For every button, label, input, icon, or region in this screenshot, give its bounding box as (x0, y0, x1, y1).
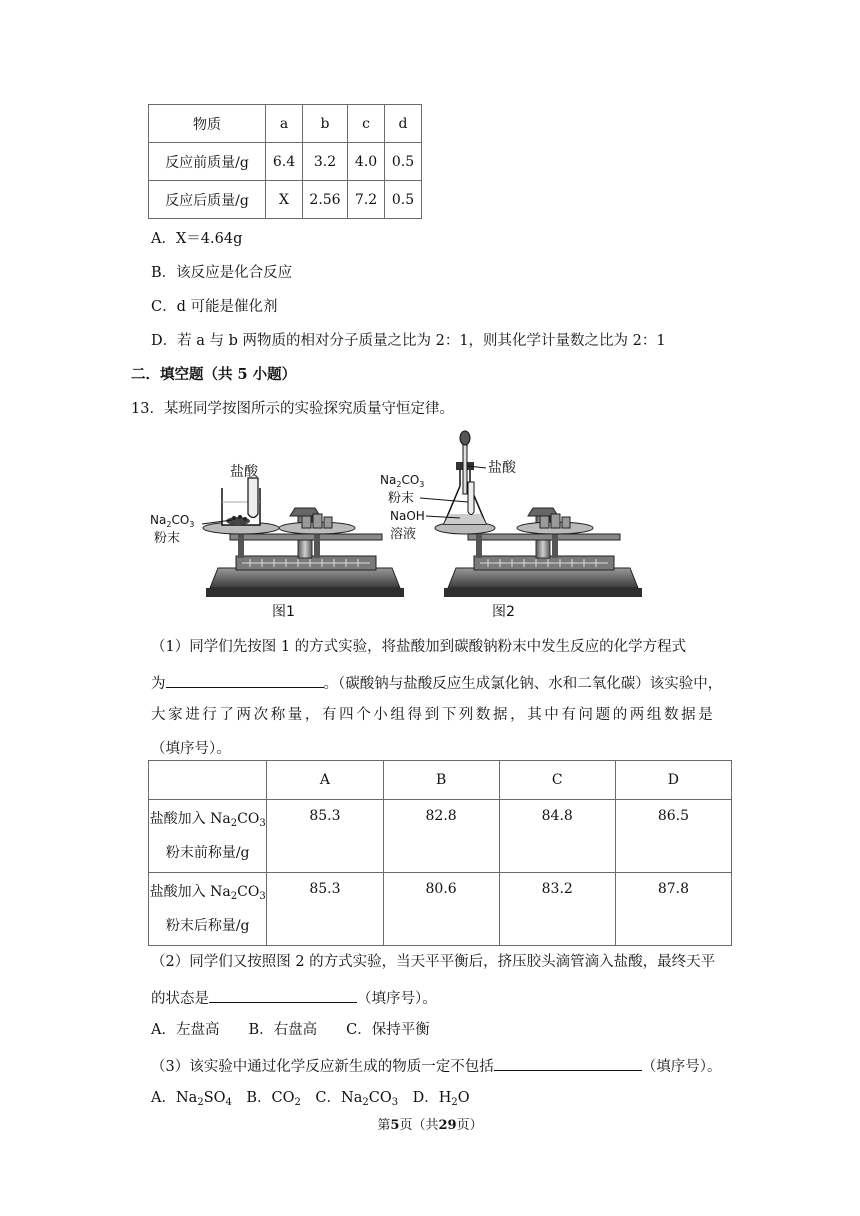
fig1-powder-na: Na (150, 513, 167, 527)
option-sub: 2 (197, 1097, 204, 1108)
q13-1-line4: （填序号）。 (151, 741, 231, 757)
table-header-cell: b (303, 105, 348, 143)
section-title: 二．填空题（共 5 小题） (131, 366, 297, 383)
table-row (149, 181, 422, 219)
table-cell: 85.3 (267, 873, 383, 946)
table-cell: 4.0 (348, 143, 385, 181)
fig1-powder-co: CO (171, 513, 190, 527)
table-cell: 86.5 (615, 800, 731, 873)
answer-blank-1[interactable] (166, 671, 324, 688)
q13-2-line2 (151, 986, 437, 1009)
option-text: SO (203, 1090, 226, 1106)
row-label-text: 粉末前称量/g (165, 845, 250, 861)
table-row (149, 800, 732, 873)
q13-2-options: A．左盘高 B．右盘高 C．保持平衡 (151, 1022, 430, 1038)
experiment-figure (130, 428, 730, 624)
option-text: D．H (398, 1090, 452, 1106)
option-sub: 3 (391, 1097, 399, 1108)
answer-blank-3[interactable] (494, 1054, 642, 1071)
fig2-powder-na: Na (380, 473, 397, 487)
table-row (149, 143, 422, 181)
row-label-after (149, 873, 267, 946)
table-header-cell: d (385, 105, 422, 143)
q13-2-line2-post: （填序号）。 (357, 991, 437, 1007)
question-stem: 13．某班同学按图所示的实验探究质量守恒定律。 (131, 401, 454, 417)
option-sub: 4 (225, 1097, 232, 1108)
q13-2-line2-pre: 的状态是 (151, 991, 209, 1007)
table-row (149, 873, 732, 946)
page-footer (0, 1114, 860, 1133)
option-d: D．若 a 与 b 两物质的相对分子质量之比为 2：1，则其化学计量数之比为 2：1 (151, 333, 666, 349)
weighing-table (148, 760, 732, 946)
fig2-powder-sub2: 3 (419, 480, 425, 489)
table-cell: 84.8 (499, 800, 615, 873)
fig2-powder-formula (380, 473, 424, 489)
table-header-cell: D (615, 761, 731, 800)
footer-text: 页（共 (399, 1118, 439, 1133)
q13-2-line1: （2）同学们又按照图 2 的方式实验，当天平平衡后，挤压胶头滴管滴入盐酸，最终天平 (151, 954, 716, 970)
table-cell: X (266, 181, 303, 219)
figure-2-balance (380, 431, 642, 620)
table-header-cell: A (267, 761, 383, 800)
option-text: O (457, 1090, 470, 1106)
table-header-cell: 物质 (149, 105, 266, 143)
row-label-sub: 3 (259, 891, 266, 902)
row-label-text: 盐酸加入 Na (149, 811, 231, 827)
table-header-cell: C (499, 761, 615, 800)
table-cell: 83.2 (499, 873, 615, 946)
fig1-caption: 图1 (272, 604, 295, 620)
table-cell: 85.3 (267, 800, 383, 873)
q13-1-line2-post: 。（碳酸钠与盐酸反应生成氯化钠、水和二氧化碳）该实验中， (323, 676, 723, 692)
row-label-text: CO (237, 884, 260, 900)
option-a: A．X＝4.64g (151, 231, 243, 247)
table-header-cell: c (348, 105, 385, 143)
option-text: A．Na (151, 1090, 198, 1106)
q13-3-options (151, 1088, 470, 1108)
fig1-powder-sub1: 2 (166, 520, 172, 529)
q13-3-line1-post: （填序号）。 (641, 1059, 722, 1075)
q13-1-line2 (151, 671, 722, 694)
table-header-cell (149, 761, 267, 800)
fig1-acid-label: 盐酸 (230, 464, 258, 480)
q13-1-line1: （1）同学们先按图 1 的方式实验，将盐酸加到碳酸钠粉末中发生反应的化学方程式 (151, 639, 687, 655)
table-header-cell: B (383, 761, 499, 800)
fig2-powder-sub1: 2 (396, 480, 402, 489)
table-cell: 7.2 (348, 181, 385, 219)
table-cell: 0.5 (385, 181, 422, 219)
table-header-cell: a (266, 105, 303, 143)
table-cell: 反应后质量/g (149, 181, 266, 219)
fig2-powder-label: 粉末 (388, 491, 415, 506)
fig2-naoh-label: 溶液 (390, 527, 417, 542)
row-label-text: 盐酸加入 Na (149, 884, 231, 900)
q13-1-line3: 大家进行了两次称量，有四个小组得到下列数据，其中有问题的两组数据是 (151, 707, 716, 723)
option-c: C．d 可能是催化剂 (151, 299, 278, 315)
table-cell: 0.5 (385, 143, 422, 181)
answer-blank-2[interactable] (209, 986, 357, 1003)
footer-total-pages: 29 (438, 1118, 457, 1133)
fig1-powder-label: 粉末 (154, 531, 181, 546)
footer-page-number: 5 (390, 1118, 400, 1133)
fig2-naoh-formula: NaOH (390, 509, 425, 523)
row-label-sub: 3 (259, 818, 266, 829)
table-header-row (149, 105, 422, 143)
figure-1-balance (150, 463, 404, 620)
table-cell: 82.8 (383, 800, 499, 873)
q13-1-line2-pre: 为 (151, 676, 166, 692)
option-text: B．CO (231, 1090, 295, 1106)
table-cell: 3.2 (303, 143, 348, 181)
option-text: C．Na (300, 1090, 363, 1106)
table-cell: 反应前质量/g (149, 143, 266, 181)
row-label-text: 粉末后称量/g (165, 918, 250, 934)
option-b: B．该反应是化合反应 (151, 265, 293, 281)
footer-text: 第 (377, 1118, 391, 1133)
footer-text: 页） (456, 1118, 483, 1133)
fig2-caption: 图2 (492, 604, 515, 620)
table-cell: 6.4 (266, 143, 303, 181)
table-cell: 80.6 (383, 873, 499, 946)
fig1-powder-sub2: 3 (189, 520, 195, 529)
fig1-powder-formula (150, 513, 194, 529)
row-label-text: CO (237, 811, 260, 827)
table-cell: 87.8 (615, 873, 731, 946)
q13-3-line1 (151, 1054, 721, 1077)
fig2-acid-label: 盐酸 (488, 460, 516, 476)
row-label-sub: 2 (230, 818, 238, 829)
table-cell: 2.56 (303, 181, 348, 219)
fig2-powder-co: CO (401, 473, 420, 487)
mass-table (148, 104, 422, 219)
option-sub: 2 (362, 1097, 369, 1108)
option-sub: 2 (294, 1097, 301, 1108)
row-label-before (149, 800, 267, 873)
option-sub: 2 (451, 1097, 458, 1108)
row-label-sub: 2 (230, 891, 238, 902)
table-header-row (149, 761, 732, 800)
option-text: CO (368, 1090, 392, 1106)
q13-3-line1-pre: （3）该实验中通过化学反应新生成的物质一定不包括 (151, 1059, 494, 1075)
